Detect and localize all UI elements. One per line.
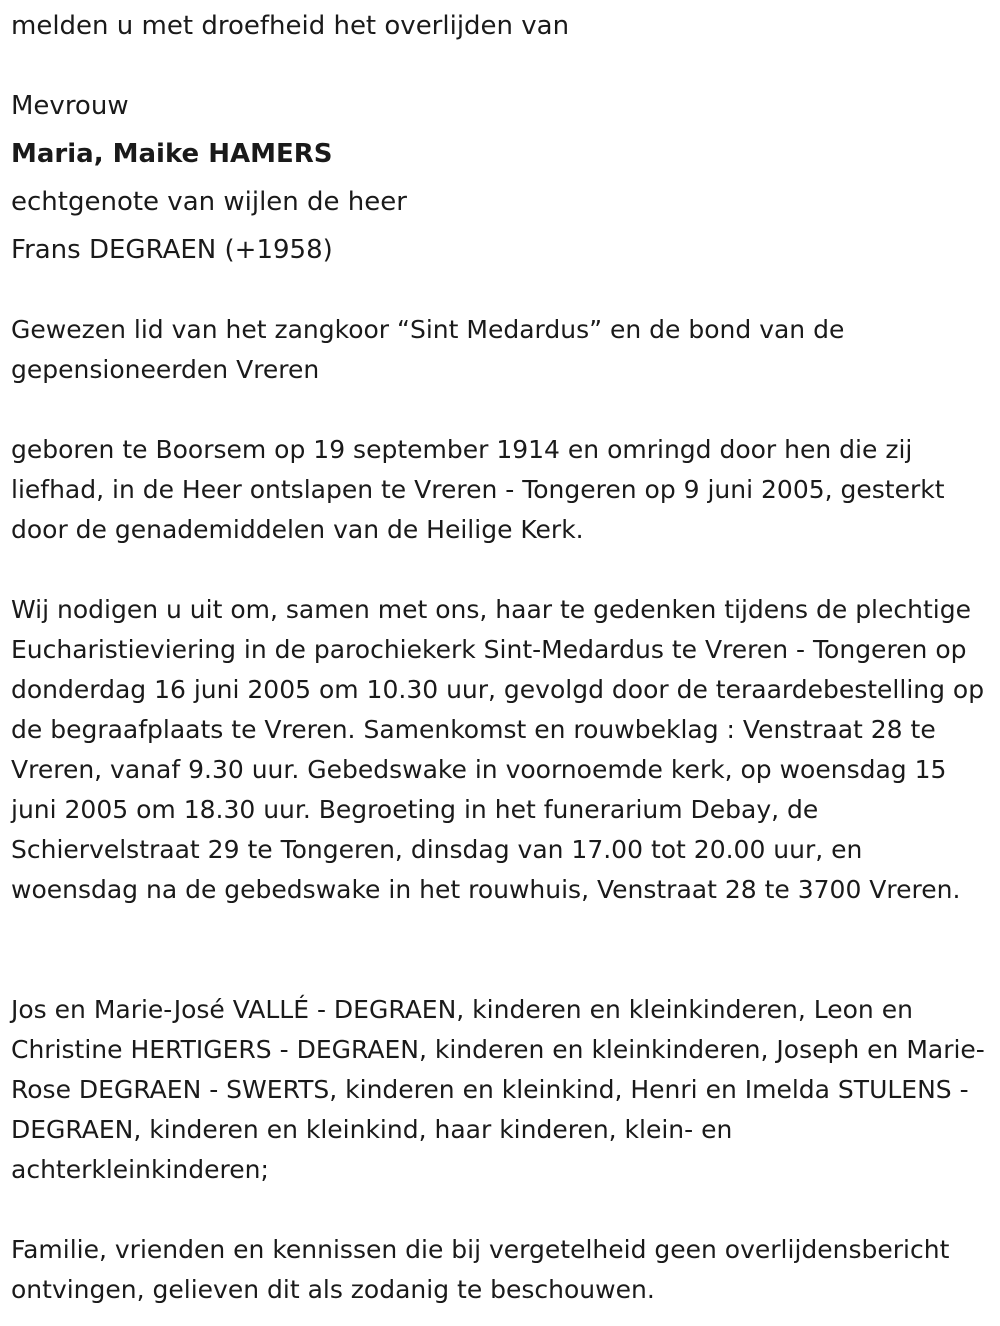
ceremony-paragraph: Wij nodigen u uit om, samen met ons, haar te gedenken tijdens de plechtige Eucharistieviering in de parochiekerk Sint-Medardus te Vreren - Tongeren op donderdag 16 juni 2005 om 10.30 uur, gevolgd door de teraardebestelling op de begraafplaats te Vreren. Samenkomst en rouwbeklag : Venstraat 28 te Vreren, vanaf 9.30 uur. Gebedswake in voornoemde kerk, op woensdag 15 juni 2005 om 18.30 uur. Begroeting in het funerarium Debay, de Schiervelstraat 29 te Tongeren, dinsdag van 17.00 tot 20.00 uur, en woensdag na de gebedswake in het rouwhuis, Venstraat 28 te 3700 Vreren. bbox=[11, 595, 985, 904]
family-paragraph: Jos en Marie-José VALLÉ - DEGRAEN, kinderen en kleinkinderen, Leon en Christine HERTIGERS - DEGRAEN, kinderen en kleinkinderen, Joseph en Marie-Rose DEGRAEN - SWERTS, kinderen en kleinkind, Henri en Imelda STULENS - DEGRAEN, kinderen en kleinkind, haar kinderen, klein- en achterkleinkinderen; bbox=[11, 995, 985, 1184]
intro-text: melden u met droefheid het overlijden van bbox=[11, 11, 570, 41]
membership-paragraph: Gewezen lid van het zangkoor “Sint Medardus” en de bond van de gepensioneerden Vreren bbox=[11, 315, 845, 384]
spouse-name: Frans DEGRAEN (+1958) bbox=[11, 235, 333, 265]
deceased-name: Maria, Maike HAMERS bbox=[11, 139, 333, 169]
relation-text: echtgenote van wijlen de heer bbox=[11, 187, 407, 217]
birth-death-paragraph: geboren te Boorsem op 19 september 1914 en omringd door hen die zij liefhad, in de Heer ontslapen te Vreren - Tongeren op 9 juni 2005, gesterkt door de genademiddelen van de Heilige Kerk. bbox=[11, 435, 945, 544]
salutation: Mevrouw bbox=[11, 91, 129, 121]
closing-paragraph: Familie, vrienden en kennissen die bij vergetelheid geen overlijdensbericht ontvingen, gelieven dit als zodanig te beschouwen. bbox=[11, 1235, 950, 1304]
